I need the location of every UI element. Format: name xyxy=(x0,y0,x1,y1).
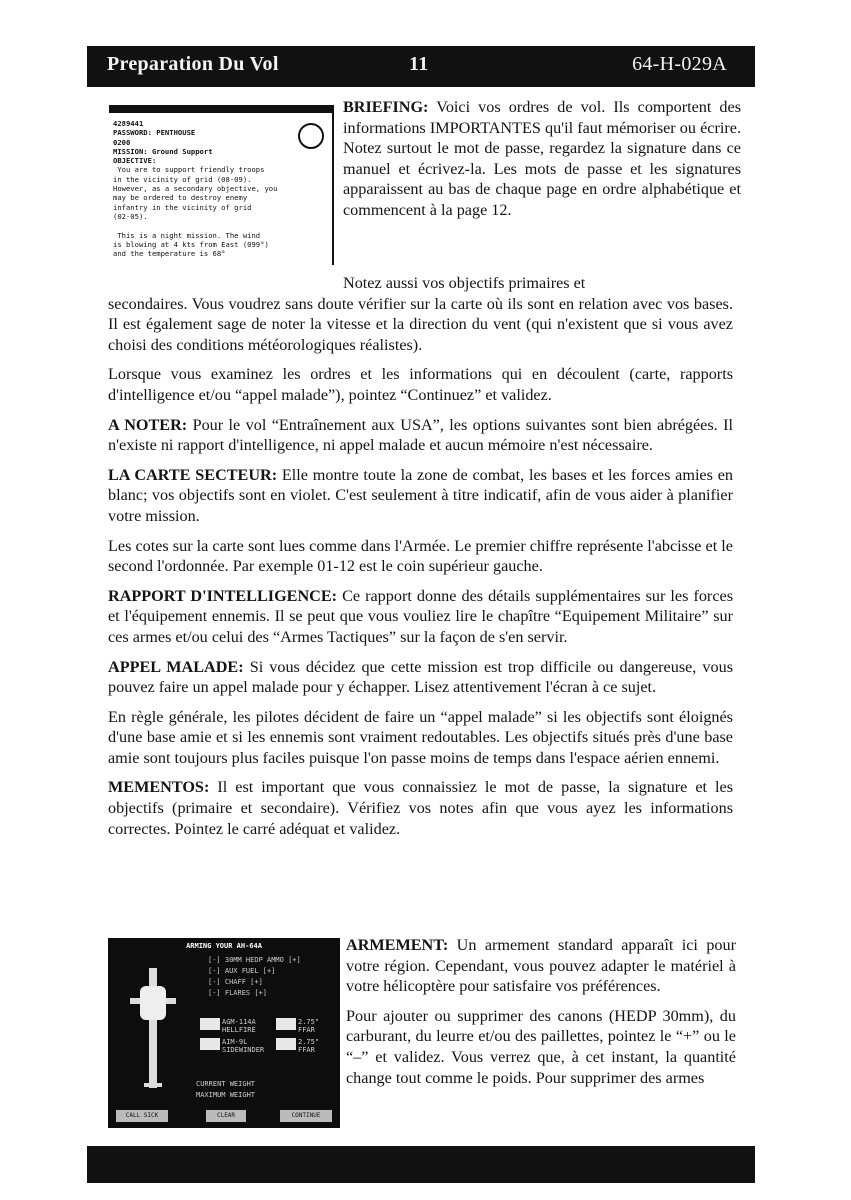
main-text xyxy=(108,273,733,848)
mementos-text: Il est important que vous connaissiez le mot de passe, la signature et les objectifs (primaire et secondaire). Vérifiez vos notes afin que vous ayez les informations correctes. Pointez le carré adéquat et validez. xyxy=(108,778,734,838)
armament-row[interactable]: [-] AUX FUEL [+] xyxy=(208,967,276,975)
call-sick-button[interactable]: CALL SICK xyxy=(116,1110,168,1122)
continue-paragraph: Lorsque vous examinez les ordres et les informations qui en découlent (carte, rapports d'intelligence et/ou “appel malade”), pointez “Continuez” et validez. xyxy=(108,365,733,404)
objectives-paragraph-start: Notez aussi vos objectifs primaires et xyxy=(343,274,586,292)
weapon-slot-1-icon xyxy=(200,1018,220,1030)
weapon-slot-4-label: 2.75" FFAR xyxy=(298,1038,320,1054)
armament-screen-title: ARMING YOUR AH-64A xyxy=(186,942,262,950)
armament-row[interactable]: [-] FLARES [+] xyxy=(208,989,268,997)
sector-map-paragraph xyxy=(108,465,733,527)
objectives-paragraph: secondaires. Vous voudrez sans doute vérifier sur la carte où ils sont en relation avec vos bases. Il est également sage de noter la vitesse et la direction du vent (qui n'existent que si vous avez choisi des conditions météorologiques réalistes). xyxy=(108,294,733,354)
helicopter-icon xyxy=(128,958,178,1108)
page-header xyxy=(87,46,755,87)
briefing-screen-line: is blowing at 4 kts from East (099°) xyxy=(113,239,269,249)
weapon-slot-2-label: 2.75" FFAR xyxy=(298,1018,320,1034)
sick-call-paragraph xyxy=(108,657,733,698)
note-label: A NOTER: xyxy=(108,415,188,434)
armament-screen-figure xyxy=(108,938,340,1128)
page-number: 11 xyxy=(409,53,429,75)
armament-row[interactable]: [-] CHAFF [+] xyxy=(208,978,263,986)
intelligence-label: RAPPORT D'INTELLIGENCE: xyxy=(108,586,338,605)
briefing-screen-line: in the vicinity of grid (08-09). xyxy=(113,174,252,184)
current-weight-label: CURRENT WEIGHT xyxy=(196,1080,256,1088)
document-code: 64-H-029A xyxy=(632,53,727,75)
weapon-slot-3-label: AIM-9L SIDEWINDER xyxy=(222,1038,265,1054)
clear-button[interactable]: CLEAR xyxy=(206,1110,246,1122)
briefing-screen-line: and the temperature is 68° xyxy=(113,249,226,259)
weapon-slot-1-label: AGM-114A HELLFIRE xyxy=(222,1018,256,1034)
intelligence-paragraph xyxy=(108,586,733,648)
armament-text: Un armement standard apparaît ici pour votre région. Cependant, vous pouvez adapter le matériel à votre hélicoptère pour satisfaire vos préférences. xyxy=(346,936,737,996)
briefing-screen-line: infantry in the vicinity of grid xyxy=(113,202,252,212)
briefing-screen-line: (02-05). xyxy=(113,211,148,221)
sick-call-text: Si vous décidez que cette mission est trop difficile ou dangereuse, vous pouvez faire un appel malade pour y échapper. Lisez attentivement l'écran à ce sujet. xyxy=(108,657,734,697)
weapon-slot-3-icon xyxy=(200,1038,220,1050)
add-remove-paragraph: Pour ajouter ou supprimer des canons (HEDP 30mm), du carburant, du leurre et/ou des paillettes, pointez le “+” ou le “–” et validez. Vous verrez que, à cet instant, la quantité change tout comme le poids. Pour supprimer des armes xyxy=(346,1006,736,1087)
briefing-text: Voici vos ordres de vol. Ils comportent des informations IMPORTANTES qu'il faut mémoriser ou écrire. Notez surtout le mot de passe, regardez la signature dans ce manuel et écrivez-la. Les mots de passe et les signatures apparaissent au bas de chaque page en ordre alphabétique et commencent à la page 12. xyxy=(343,98,741,219)
armament-label: ARMEMENT: xyxy=(346,936,449,954)
briefing-section xyxy=(343,97,741,230)
sector-map-label: LA CARTE SECTEUR: xyxy=(108,465,278,484)
briefing-label: BRIEFING: xyxy=(343,98,429,116)
briefing-screen-line: This is a night mission. The wind xyxy=(113,230,261,240)
weapon-slot-4-icon xyxy=(276,1038,296,1050)
briefing-screen-line xyxy=(113,221,323,230)
armament-section xyxy=(346,935,736,1097)
armament-row[interactable]: [-] 30MM HEDP AMMO [+] xyxy=(208,956,301,964)
chapter-title: Preparation Du Vol xyxy=(107,53,279,75)
sick-call-label: APPEL MALADE: xyxy=(108,657,244,676)
note-paragraph xyxy=(108,415,733,456)
briefing-screen-text xyxy=(113,119,323,258)
briefing-screen-line: 0200 xyxy=(113,137,131,147)
mementos-label: MEMENTOS: xyxy=(108,778,210,797)
intelligence-text: Ce rapport donne des détails supplémentaires sur les forces et l'équipement ennemis. Il se peut que vous vouliez lire le chapître “Equipement Militaire” sur ces armes et/ou celui des “Armes Tactiques” sur la façon de s'en servir. xyxy=(108,586,733,646)
mementos-paragraph xyxy=(108,777,733,839)
maximum-weight-label: MAXIMUM WEIGHT xyxy=(196,1091,256,1099)
briefing-screen-line: OBJECTIVE: xyxy=(113,156,157,166)
briefing-screen-figure xyxy=(109,105,334,265)
briefing-screen-line: PASSWORD: PENTHOUSE xyxy=(113,128,196,138)
briefing-screen-line: However, as a secondary objective, you xyxy=(113,184,278,194)
general-rule-paragraph: En règle générale, les pilotes décident de faire un “appel malade” si les objectifs sont éloignés d'une base amie et si les ennemis sont vraiment redoutables. Les objectifs situés près d'une base amie sont toujours plus faciles puisque l'on passe moins de temps dans l'espace aérien ennemi. xyxy=(108,707,733,767)
weapon-slot-2-icon xyxy=(276,1018,296,1030)
briefing-screen-line: You are to support friendly troops xyxy=(113,165,265,175)
note-text: Pour le vol “Entraînement aux USA”, les options suivantes sont bien abrégées. Il n'existe ni rapport d'intelligence, ni appel malade et aucun mémoire n'est nécessaire. xyxy=(108,415,733,455)
briefing-screen-line: may be ordered to destroy enemy xyxy=(113,193,248,203)
continue-button[interactable]: CONTINUE xyxy=(280,1110,332,1122)
coordinates-paragraph: Les cotes sur la carte sont lues comme dans l'Armée. Le premier chiffre représente l'abcisse et le second l'ordonnée. Par exemple 01-12 est le coin supérieur gauche. xyxy=(108,536,733,576)
sector-map-text: Elle montre toute la zone de combat, les bases et les forces amies en blanc; vos objectifs sont en violet. C'est seulement à titre indicatif, afin de vous aider à planifier votre mission. xyxy=(108,465,733,525)
page-footer xyxy=(87,1146,755,1183)
briefing-screen-line: MISSION: Ground Support xyxy=(113,146,213,156)
briefing-screen-line: 4289441 xyxy=(113,119,144,128)
